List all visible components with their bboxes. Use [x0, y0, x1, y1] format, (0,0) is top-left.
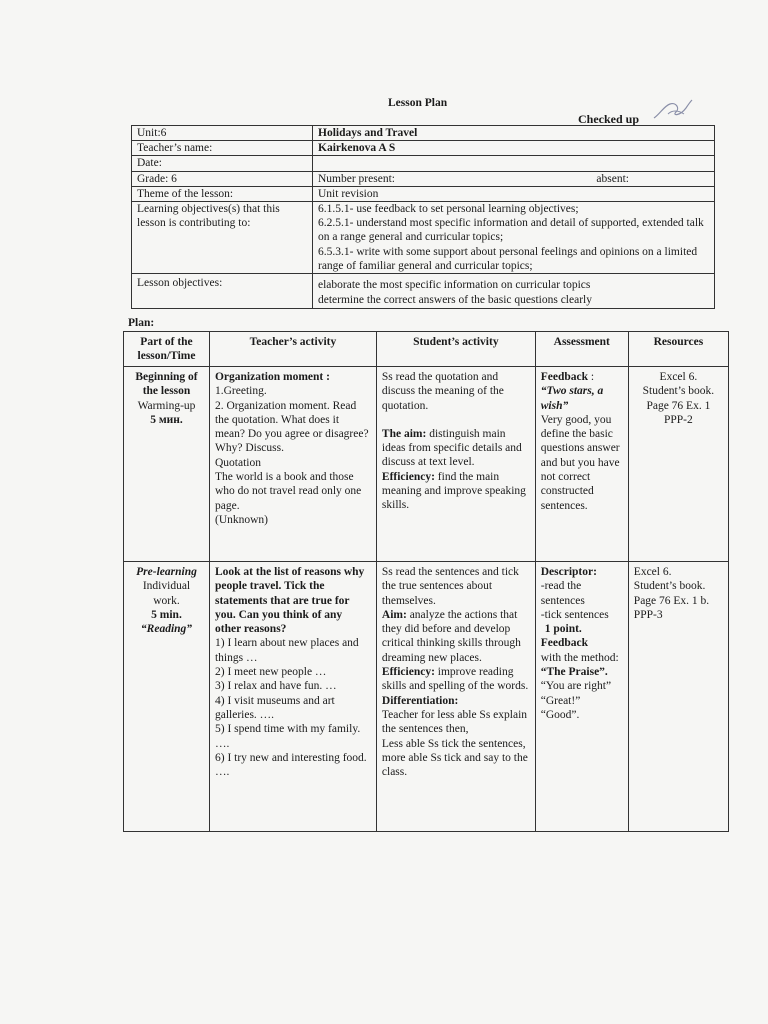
lesson-info-table: [131, 125, 715, 309]
date-label: Date:: [132, 156, 313, 171]
unit-label: Unit:6: [132, 126, 313, 141]
row2-assessment: Descriptor: -read the sentences -tick sentences 1 point. Feedback with the method: “The Praise”. “You are right” “Great!” “Good”.: [535, 562, 628, 832]
grade-label: Grade: 6: [132, 171, 313, 186]
theme-label: Theme of the lesson:: [132, 186, 313, 201]
row2-teacher: Look at the list of reasons why people travel. Tick the statements that are true for you. Can you think of any other reasons? 1) I learn about new places and things … 2) I meet new people … 3) I relax and have fun. … 4) I visit museums and art galleries. …. 5) I spend time with my family. …. 6) I try new and interesting food. ….: [209, 562, 376, 832]
lesson-objectives-value: elaborate the most specific information on curricular topics determine the correct answers of the basic questions clearly: [313, 274, 715, 309]
number-present: [313, 171, 715, 186]
present-label: Number present:: [318, 172, 395, 185]
unit-value: Holidays and Travel: [313, 126, 715, 141]
header-assessment: Assessment: [535, 332, 628, 367]
date-value: [313, 156, 715, 171]
learning-objectives-value: 6.1.5.1- use feedback to set personal learning objectives; 6.2.5.1- understand most specific information and detail of supported, extended talk on a range general and curricular topics; 6.5.3.1- write with some support about personal feelings and opinions on a limited range of familiar general and curricular topics;: [313, 202, 715, 274]
row2-part: Pre-learning Individual work. 5 min. “Reading”: [124, 562, 210, 832]
header-resources: Resources: [628, 332, 728, 367]
plan-label: Plan:: [128, 317, 155, 329]
learning-objectives-label: Learning objectives(s) that this lesson is contributing to:: [132, 202, 313, 274]
row1-assessment: Feedback : “Two stars, a wish” Very good, you define the basic questions answer and but you have not correct constructed sentences.: [535, 367, 628, 562]
lesson-objectives-label: Lesson objectives:: [132, 274, 313, 309]
signature: [650, 96, 694, 124]
row2-resources: Excel 6. Student’s book. Page 76 Ex. 1 b. PPP-3: [628, 562, 728, 832]
row2-student: Ss read the sentences and tick the true sentences about themselves. Aim: analyze the actions that they did before and develop critical thinking skills through dreaming new places. Efficiency: improve reading skills and spelling of the words. Differentiation: Teacher for less able Ss explain the sentences then, Less able Ss tick the sentences, more able Ss tick and say to the class.: [376, 562, 535, 832]
row1-part: Beginning of the lesson Warming-up 5 мин.: [124, 367, 210, 562]
page-title: Lesson Plan: [388, 97, 448, 109]
header-student: Student’s activity: [376, 332, 535, 367]
absent-label: absent:: [596, 172, 629, 185]
checked-up-label: Checked up: [578, 112, 640, 126]
row1-student: Ss read the quotation and discuss the meaning of the quotation. The aim: distinguish main ideas from specific details and discuss at text level. Efficiency: find the main meaning and improve speaking skills.: [376, 367, 535, 562]
teacher-value: Kairkenova A S: [313, 141, 715, 156]
header-teacher: Teacher’s activity: [209, 332, 376, 367]
row1-resources: Excel 6. Student’s book. Page 76 Ex. 1 PPP-2: [628, 367, 728, 562]
theme-value: Unit revision: [313, 186, 715, 201]
teacher-label: Teacher’s name:: [132, 141, 313, 156]
row1-teacher: Organization moment : 1.Greeting. 2. Organization moment. Read the quotation. What does it mean? Do you agree or disagree? Why? Discuss. Quotation The world is a book and those who do not travel read only one page. (Unknown): [209, 367, 376, 562]
header-part: Part of the lesson/Time: [124, 332, 210, 367]
plan-table: [123, 331, 729, 832]
